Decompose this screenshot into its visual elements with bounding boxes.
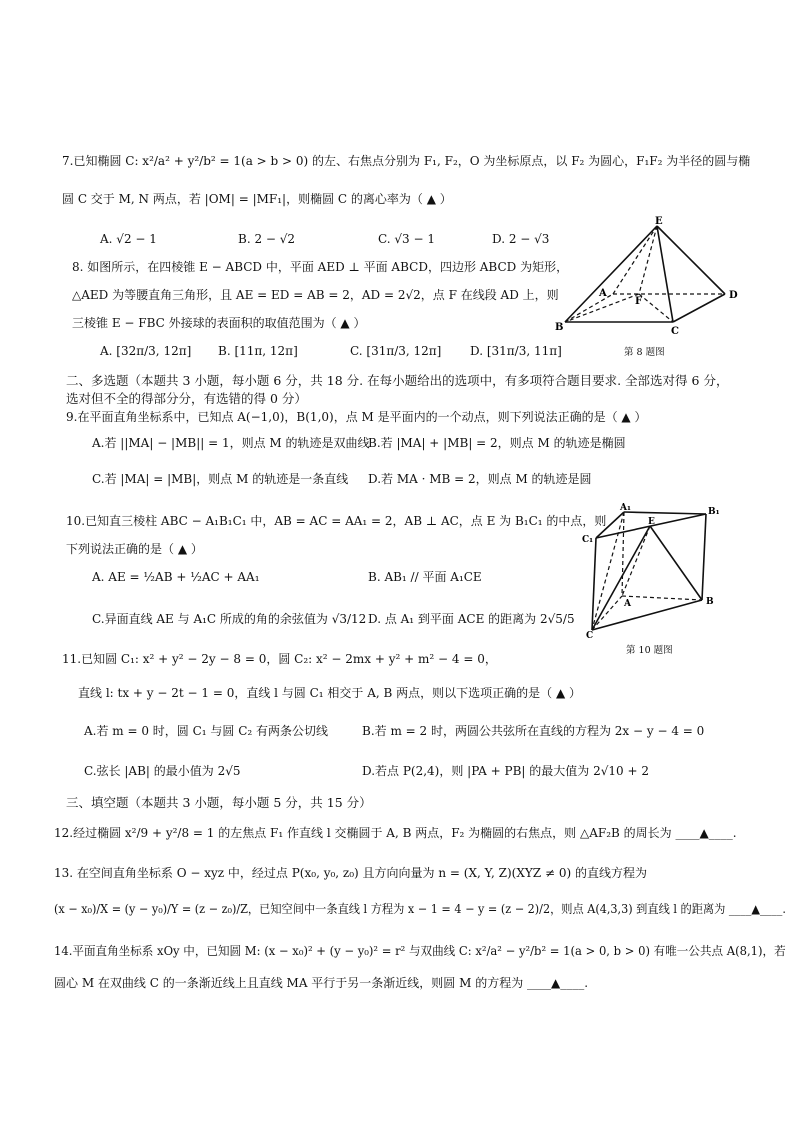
- q11-text-line2: 直线 l: tx + y − 2t − 1 = 0，直线 l 与圆 C₁ 相交于 A, B 两点，则以下选项正确的是（ ▲ ）: [78, 686, 582, 700]
- q10-option-d: D. 点 A₁ 到平面 ACE 的距离为 2√5/5: [368, 612, 575, 626]
- q8-figure-caption: 第 8 题图: [624, 347, 665, 358]
- q10-text-line2: 下列说法正确的是（ ▲ ）: [66, 542, 203, 556]
- q10-label-e: E: [648, 517, 655, 527]
- q9-option-d: D.若 MA · MB = 2，则点 M 的轨迹是圆: [368, 472, 592, 486]
- q10-label-a: A: [624, 599, 631, 609]
- q10-label-b: B: [706, 597, 714, 607]
- q11-text-line1: 11.已知圆 C₁: x² + y² − 2y − 8 = 0，圆 C₂: x² − 2mx + y² + m² − 4 = 0，: [62, 652, 497, 666]
- q7-text-line1: 7.已知椭圆 C: x²/a² + y²/b² = 1(a > b > 0) 的左、右焦点分别为 F₁, F₂，O 为坐标原点，以 F₂ 为圆心，F₁F₂ 为半径的圆与椭: [62, 154, 751, 168]
- q7-text-line2: 圆 C 交于 M, N 两点，若 |OM| = |MF₁|，则椭圆 C 的离心率为（ ▲ ）: [62, 192, 452, 206]
- q8-option-c: C. [31π/3, 12π]: [350, 344, 442, 358]
- q10-prism-figure: [582, 503, 732, 641]
- q9-option-b: B.若 |MA| + |MB| = 2，则点 M 的轨迹是椭圆: [368, 436, 626, 450]
- q7-option-b: B. 2 − √2: [238, 232, 296, 246]
- q12-text-line1: 12.经过椭圆 x²/9 + y²/8 = 1 的左焦点 F₁ 作直线 l 交椭圆于 A, B 两点，F₂ 为椭圆的右焦点，则 △AF₂B 的周长为 ____▲____.: [54, 826, 737, 840]
- q8-label-c: C: [671, 326, 679, 337]
- q7-option-a: A. √2 − 1: [100, 232, 157, 246]
- q10-figure-caption: 第 10 题图: [626, 645, 673, 656]
- q7-option-d: D. 2 − √3: [492, 232, 550, 246]
- q13-text-line2: (x − x₀)/X = (y − y₀)/Y = (z − z₀)/Z，已知空间中一条直线 l 方程为 x − 1 = 4 − y = (z − 2)/2，则点 A(4,3,3) 到直线 l 的距离为 ____▲____.: [54, 902, 786, 916]
- q13-text-line1: 13. 在空间直角坐标系 O − xyz 中，经过点 P(x₀, y₀, z₀) 且方向向量为 n = (X, Y, Z)(XYZ ≠ 0) 的直线方程为: [54, 866, 647, 880]
- q14-text-line1: 14.平面直角坐标系 xOy 中，已知圆 M: (x − x₀)² + (y − y₀)² = r² 与双曲线 C: x²/a² − y²/b² = 1(a > 0, b > 0) 有唯一公共点 A(8,1)，若: [54, 944, 786, 958]
- q10-label-c: C: [586, 631, 594, 641]
- q8-label-d: D: [729, 290, 738, 301]
- q9-text-line1: 9.在平面直角坐标系中，已知点 A(−1,0)，B(1,0)，点 M 是平面内的一个动点，则下列说法正确的是（ ▲ ）: [66, 410, 647, 424]
- q8-label-e: E: [655, 216, 663, 227]
- q8-pyramid-figure: [555, 218, 745, 336]
- q11-option-d: D.若点 P(2,4)，则 |PA + PB| 的最大值为 2√10 + 2: [362, 764, 649, 778]
- q8-text-line3: 三棱锥 E − FBC 外接球的表面积的取值范围为（ ▲ ）: [72, 316, 366, 330]
- q10-option-b: B. AB₁ // 平面 A₁CE: [368, 570, 482, 584]
- q9-option-a: A.若 ||MA| − |MB|| = 1，则点 M 的轨迹是双曲线: [92, 436, 370, 450]
- q10-label-c1: C₁: [582, 535, 594, 545]
- q10-label-b1: B₁: [708, 507, 720, 517]
- q10-option-a: A. AE = ½AB + ½AC + AA₁: [92, 570, 260, 584]
- q14-text-line2: 圆心 M 在双曲线 C 的一条渐近线上且直线 MA 平行于另一条渐近线，则圆 M 的方程为 ____▲____.: [54, 976, 589, 990]
- q9-option-c: C.若 |MA| = |MB|，则点 M 的轨迹是一条直线: [92, 472, 349, 486]
- q10-label-a1: A₁: [620, 503, 631, 513]
- section2-heading-line1: 二、多选题（本题共 3 小题，每小题 6 分，共 18 分. 在每小题给出的选项中，有多项符合题目要求. 全部选对得 6 分，: [66, 373, 729, 388]
- q11-option-a: A.若 m = 0 时，圆 C₁ 与圆 C₂ 有两条公切线: [84, 724, 329, 738]
- section2-heading-line2: 选对但不全的得部分分，有选错的得 0 分）: [66, 391, 307, 406]
- q11-option-c: C.弦长 |AB| 的最小值为 2√5: [84, 764, 241, 778]
- q8-label-b: B: [555, 322, 564, 333]
- q11-option-b: B.若 m = 2 时，两圆公共弦所在直线的方程为 2x − y − 4 = 0: [362, 724, 705, 738]
- section3-heading: 三、填空题（本题共 3 小题，每小题 5 分，共 15 分）: [66, 795, 372, 810]
- q8-option-a: A. [32π/3, 12π]: [100, 344, 192, 358]
- q8-option-b: B. [11π, 12π]: [218, 344, 298, 358]
- q10-text-line1: 10.已知直三棱柱 ABC − A₁B₁C₁ 中，AB = AC = AA₁ = 2，AB ⊥ AC，点 E 为 B₁C₁ 的中点，则: [66, 514, 607, 528]
- q7-option-c: C. √3 − 1: [378, 232, 435, 246]
- q10-option-c: C.异面直线 AE 与 A₁C 所成的角的余弦值为 √3/12: [92, 612, 367, 626]
- q8-label-f: F: [635, 296, 643, 307]
- q8-text-line1: 8. 如图所示，在四棱锥 E − ABCD 中，平面 AED ⊥ 平面 ABCD，四边形 ABCD 为矩形，: [72, 260, 569, 274]
- q8-option-d: D. [31π/3, 11π]: [470, 344, 562, 358]
- q8-text-line2: △AED 为等腰直角三角形，且 AE = ED = AB = 2，AD = 2√2，点 F 在线段 AD 上，则: [72, 288, 559, 302]
- q8-label-a: A: [599, 288, 607, 299]
